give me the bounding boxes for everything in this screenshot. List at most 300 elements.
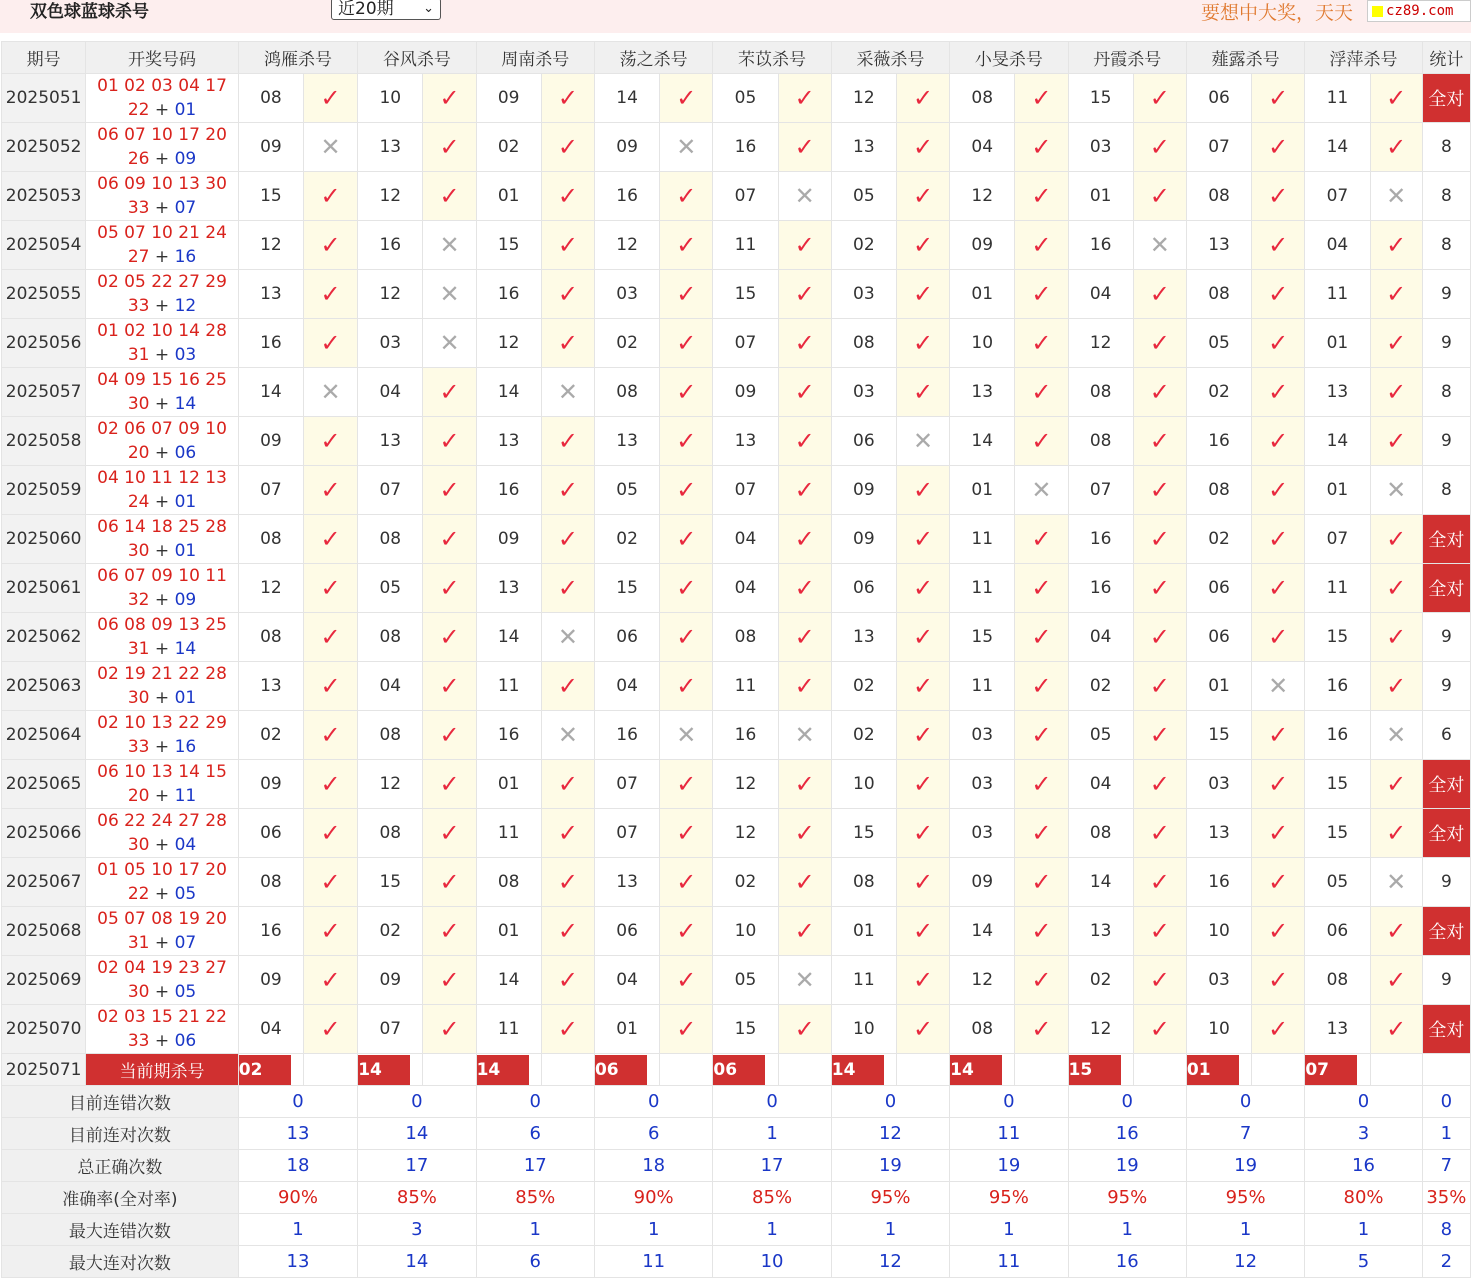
kill-number: 11 bbox=[831, 956, 896, 1005]
cross-icon: ✕ bbox=[778, 956, 831, 1005]
check-icon: ✓ bbox=[1133, 270, 1186, 319]
stat-cell: 8 bbox=[1422, 221, 1470, 270]
period-cell: 2025052 bbox=[2, 123, 86, 172]
cross-icon: ✕ bbox=[1370, 466, 1422, 515]
check-icon: ✓ bbox=[660, 466, 713, 515]
kill-number: 06 bbox=[1186, 74, 1251, 123]
kill-number: 12 bbox=[238, 221, 303, 270]
kill-number: 13 bbox=[594, 858, 659, 907]
cross-icon: ✕ bbox=[660, 123, 713, 172]
cross-icon: ✕ bbox=[304, 368, 358, 417]
check-icon: ✓ bbox=[423, 907, 476, 956]
kill-number: 13 bbox=[358, 417, 423, 466]
kill-number: 06 bbox=[831, 564, 896, 613]
check-icon: ✓ bbox=[1133, 466, 1186, 515]
kill-number: 14 bbox=[1305, 417, 1370, 466]
kill-number: 15 bbox=[713, 1005, 778, 1054]
summary-value: 13 bbox=[238, 1246, 357, 1278]
summary-row bbox=[2, 1150, 1471, 1182]
check-icon: ✓ bbox=[1252, 809, 1305, 858]
check-icon: ✓ bbox=[660, 662, 713, 711]
red-balls-line: 02 03 15 21 22 bbox=[97, 1007, 227, 1027]
check-icon: ✓ bbox=[1252, 515, 1305, 564]
summary-value: 0 bbox=[476, 1086, 594, 1118]
summary-value: 1 bbox=[1305, 1214, 1422, 1246]
check-icon: ✓ bbox=[896, 172, 949, 221]
red-ball-6: 33 bbox=[127, 198, 150, 218]
draw-numbers-cell bbox=[86, 221, 239, 270]
kill-number: 09 bbox=[238, 760, 303, 809]
check-icon: ✓ bbox=[541, 564, 594, 613]
kill-number: 16 bbox=[713, 123, 778, 172]
kill-number: 01 bbox=[1186, 662, 1251, 711]
check-icon: ✓ bbox=[1252, 956, 1305, 1005]
plus-sign: + bbox=[149, 345, 175, 365]
stat-cell: 8 bbox=[1422, 466, 1470, 515]
summary-value: 13 bbox=[238, 1118, 357, 1150]
kill-number: 02 bbox=[831, 221, 896, 270]
header-expert-3: 荡之杀号 bbox=[594, 42, 712, 74]
red-balls-line: 06 08 09 13 25 bbox=[97, 615, 227, 635]
cross-icon: ✕ bbox=[541, 711, 594, 760]
kill-number: 16 bbox=[1305, 662, 1370, 711]
check-icon: ✓ bbox=[304, 466, 358, 515]
kill-number: 02 bbox=[1068, 662, 1133, 711]
summary-value: 0 bbox=[594, 1086, 712, 1118]
check-icon: ✓ bbox=[778, 809, 831, 858]
draw-numbers-cell bbox=[86, 858, 239, 907]
current-kill-cell bbox=[1068, 1054, 1133, 1086]
table-row bbox=[2, 858, 1471, 907]
kill-number: 11 bbox=[1305, 270, 1370, 319]
check-icon: ✓ bbox=[896, 711, 949, 760]
draw-numbers-cell bbox=[86, 123, 239, 172]
period-cell: 2025070 bbox=[2, 1005, 86, 1054]
kill-number: 08 bbox=[238, 613, 303, 662]
period-cell: 2025065 bbox=[2, 760, 86, 809]
cross-icon: ✕ bbox=[304, 123, 358, 172]
check-icon: ✓ bbox=[304, 613, 358, 662]
check-icon: ✓ bbox=[304, 907, 358, 956]
summary-stat: 2 bbox=[1422, 1246, 1470, 1278]
plus-sign: + bbox=[149, 933, 175, 953]
table-row bbox=[2, 760, 1471, 809]
plus-sign: + bbox=[149, 884, 175, 904]
kill-number: 08 bbox=[1305, 956, 1370, 1005]
check-icon: ✓ bbox=[896, 956, 949, 1005]
kill-number: 14 bbox=[476, 956, 541, 1005]
kill-number: 16 bbox=[1186, 417, 1251, 466]
kill-number: 16 bbox=[476, 466, 541, 515]
check-icon: ✓ bbox=[1370, 613, 1422, 662]
kill-number: 12 bbox=[1068, 1005, 1133, 1054]
kill-number: 05 bbox=[594, 466, 659, 515]
check-icon: ✓ bbox=[660, 613, 713, 662]
check-icon: ✓ bbox=[778, 564, 831, 613]
stat-cell: 全对 bbox=[1422, 1005, 1470, 1054]
current-kill-number: 14 bbox=[477, 1055, 529, 1085]
summary-row bbox=[2, 1086, 1471, 1118]
check-icon: ✓ bbox=[423, 760, 476, 809]
check-icon: ✓ bbox=[778, 613, 831, 662]
check-icon: ✓ bbox=[1252, 74, 1305, 123]
kill-number: 13 bbox=[358, 123, 423, 172]
kill-number: 03 bbox=[950, 711, 1015, 760]
plus-sign: + bbox=[149, 982, 175, 1002]
current-kill-blank bbox=[896, 1054, 949, 1086]
blue-ball: 01 bbox=[174, 541, 197, 561]
kill-number: 12 bbox=[476, 319, 541, 368]
kill-number: 09 bbox=[831, 466, 896, 515]
header-expert-5: 采薇杀号 bbox=[831, 42, 949, 74]
kill-number: 15 bbox=[1068, 74, 1133, 123]
kill-number: 06 bbox=[594, 613, 659, 662]
check-icon: ✓ bbox=[1133, 662, 1186, 711]
stat-cell: 9 bbox=[1422, 613, 1470, 662]
stat-cell: 全对 bbox=[1422, 907, 1470, 956]
plus-sign: + bbox=[149, 492, 175, 512]
check-icon: ✓ bbox=[1015, 1005, 1068, 1054]
kill-number: 08 bbox=[594, 368, 659, 417]
check-icon: ✓ bbox=[1015, 368, 1068, 417]
summary-value: 85% bbox=[713, 1182, 831, 1214]
ball-line-2 bbox=[86, 1029, 238, 1053]
check-icon: ✓ bbox=[778, 1005, 831, 1054]
check-icon: ✓ bbox=[778, 662, 831, 711]
plus-sign: + bbox=[149, 394, 175, 414]
kill-number: 11 bbox=[476, 662, 541, 711]
check-icon: ✓ bbox=[423, 564, 476, 613]
check-icon: ✓ bbox=[541, 760, 594, 809]
blue-ball: 05 bbox=[174, 982, 197, 1002]
table-row bbox=[2, 613, 1471, 662]
kill-number: 13 bbox=[950, 368, 1015, 417]
check-icon: ✓ bbox=[1133, 123, 1186, 172]
period-select[interactable] bbox=[331, 0, 441, 20]
stat-cell: 全对 bbox=[1422, 760, 1470, 809]
header-expert-6: 小旻杀号 bbox=[950, 42, 1068, 74]
check-icon: ✓ bbox=[1133, 368, 1186, 417]
page-title: 双色球蓝球杀号 bbox=[30, 2, 149, 22]
check-icon: ✓ bbox=[896, 368, 949, 417]
check-icon: ✓ bbox=[1015, 711, 1068, 760]
summary-value: 7 bbox=[1186, 1118, 1304, 1150]
check-icon: ✓ bbox=[896, 613, 949, 662]
draw-numbers-cell bbox=[86, 809, 239, 858]
kill-number: 01 bbox=[476, 907, 541, 956]
kill-number: 01 bbox=[594, 1005, 659, 1054]
kill-number: 02 bbox=[358, 907, 423, 956]
check-icon: ✓ bbox=[1133, 956, 1186, 1005]
kill-number: 02 bbox=[1068, 956, 1133, 1005]
blue-ball: 12 bbox=[174, 296, 197, 316]
check-icon: ✓ bbox=[541, 809, 594, 858]
check-icon: ✓ bbox=[778, 515, 831, 564]
summary-value: 1 bbox=[238, 1214, 357, 1246]
check-icon: ✓ bbox=[304, 221, 358, 270]
red-balls-line: 02 04 19 23 27 bbox=[97, 958, 227, 978]
check-icon: ✓ bbox=[896, 221, 949, 270]
cross-icon: ✕ bbox=[896, 417, 949, 466]
check-icon: ✓ bbox=[778, 368, 831, 417]
check-icon: ✓ bbox=[660, 319, 713, 368]
kill-number: 12 bbox=[594, 221, 659, 270]
stat-cell: 8 bbox=[1422, 368, 1470, 417]
kill-number: 03 bbox=[950, 760, 1015, 809]
kill-number: 03 bbox=[950, 809, 1015, 858]
blue-ball: 01 bbox=[174, 492, 197, 512]
summary-stat: 0 bbox=[1422, 1086, 1470, 1118]
slogan-marquee: 要想中大奖，天天 bbox=[1201, 2, 1354, 24]
draw-numbers-cell bbox=[86, 515, 239, 564]
summary-value: 1 bbox=[476, 1214, 594, 1246]
check-icon: ✓ bbox=[423, 858, 476, 907]
check-icon: ✓ bbox=[1133, 319, 1186, 368]
table-row bbox=[2, 172, 1471, 221]
kill-number: 10 bbox=[950, 319, 1015, 368]
kill-number: 05 bbox=[713, 956, 778, 1005]
period-select-value: 近20期 bbox=[338, 0, 394, 19]
kill-number: 09 bbox=[713, 368, 778, 417]
kill-number: 04 bbox=[713, 515, 778, 564]
kill-number: 04 bbox=[1068, 760, 1133, 809]
ball-line-2 bbox=[86, 882, 238, 906]
check-icon: ✓ bbox=[1252, 613, 1305, 662]
summary-value: 14 bbox=[358, 1118, 476, 1150]
red-ball-6: 30 bbox=[127, 541, 150, 561]
check-icon: ✓ bbox=[423, 809, 476, 858]
summary-value: 3 bbox=[1305, 1118, 1422, 1150]
current-kill-cell bbox=[713, 1054, 778, 1086]
kill-number: 04 bbox=[1068, 270, 1133, 319]
current-kill-number: 02 bbox=[239, 1055, 291, 1085]
check-icon: ✓ bbox=[1370, 564, 1422, 613]
summary-value: 0 bbox=[713, 1086, 831, 1118]
summary-value: 19 bbox=[950, 1150, 1068, 1182]
kill-number: 16 bbox=[713, 711, 778, 760]
summary-label: 最大连错次数 bbox=[2, 1214, 239, 1246]
kill-number: 06 bbox=[594, 907, 659, 956]
plus-sign: + bbox=[149, 590, 175, 610]
summary-value: 17 bbox=[476, 1150, 594, 1182]
kill-number: 11 bbox=[476, 1005, 541, 1054]
kill-number: 08 bbox=[950, 74, 1015, 123]
kill-number: 08 bbox=[1068, 368, 1133, 417]
draw-numbers-cell bbox=[86, 417, 239, 466]
check-icon: ✓ bbox=[1252, 858, 1305, 907]
kill-number: 10 bbox=[1186, 1005, 1251, 1054]
red-balls-line: 06 07 10 17 20 bbox=[97, 125, 227, 145]
red-balls-line: 06 10 13 14 15 bbox=[97, 762, 227, 782]
kill-number: 05 bbox=[1068, 711, 1133, 760]
check-icon: ✓ bbox=[541, 956, 594, 1005]
kill-number: 03 bbox=[831, 368, 896, 417]
kill-number: 13 bbox=[476, 417, 541, 466]
table-row bbox=[2, 956, 1471, 1005]
stat-cell: 全对 bbox=[1422, 515, 1470, 564]
ball-line-2 bbox=[86, 637, 238, 661]
check-icon: ✓ bbox=[660, 368, 713, 417]
header-numbers: 开奖号码 bbox=[86, 42, 239, 74]
stat-cell: 9 bbox=[1422, 662, 1470, 711]
summary-value: 0 bbox=[1068, 1086, 1186, 1118]
check-icon: ✓ bbox=[541, 172, 594, 221]
check-icon: ✓ bbox=[896, 662, 949, 711]
summary-row bbox=[2, 1182, 1471, 1214]
check-icon: ✓ bbox=[896, 760, 949, 809]
kill-number: 12 bbox=[713, 760, 778, 809]
summary-value: 11 bbox=[594, 1246, 712, 1278]
summary-value: 1 bbox=[594, 1214, 712, 1246]
kill-number: 08 bbox=[1186, 270, 1251, 319]
kill-number: 06 bbox=[1186, 613, 1251, 662]
ball-line-2 bbox=[86, 588, 238, 612]
draw-numbers-cell bbox=[86, 907, 239, 956]
check-icon: ✓ bbox=[423, 74, 476, 123]
kill-number: 08 bbox=[476, 858, 541, 907]
blue-ball: 09 bbox=[174, 590, 197, 610]
plus-sign: + bbox=[149, 100, 175, 120]
check-icon: ✓ bbox=[304, 74, 358, 123]
draw-numbers-cell bbox=[86, 172, 239, 221]
summary-value: 80% bbox=[1305, 1182, 1422, 1214]
check-icon: ✓ bbox=[660, 1005, 713, 1054]
current-kill-number: 06 bbox=[595, 1055, 647, 1085]
summary-value: 19 bbox=[1186, 1150, 1304, 1182]
check-icon: ✓ bbox=[1252, 172, 1305, 221]
kill-number: 15 bbox=[358, 858, 423, 907]
check-icon: ✓ bbox=[304, 270, 358, 319]
period-cell: 2025051 bbox=[2, 74, 86, 123]
current-kill-blank bbox=[1370, 1054, 1422, 1086]
summary-stat: 7 bbox=[1422, 1150, 1470, 1182]
ball-line-2 bbox=[86, 441, 238, 465]
kill-number: 12 bbox=[1068, 319, 1133, 368]
check-icon: ✓ bbox=[423, 466, 476, 515]
period-cell: 2025058 bbox=[2, 417, 86, 466]
red-ball-6: 26 bbox=[127, 149, 150, 169]
site-logo[interactable] bbox=[1367, 0, 1471, 22]
ball-line-2 bbox=[86, 196, 238, 220]
check-icon: ✓ bbox=[1015, 809, 1068, 858]
red-ball-6: 30 bbox=[127, 394, 150, 414]
kill-number: 07 bbox=[238, 466, 303, 515]
check-icon: ✓ bbox=[1370, 809, 1422, 858]
current-kill-number: 06 bbox=[713, 1055, 765, 1085]
kill-number: 15 bbox=[594, 564, 659, 613]
cross-icon: ✕ bbox=[423, 221, 476, 270]
cross-icon: ✕ bbox=[423, 319, 476, 368]
summary-value: 16 bbox=[1068, 1246, 1186, 1278]
red-balls-line: 05 07 08 19 20 bbox=[97, 909, 227, 929]
red-ball-6: 31 bbox=[127, 345, 150, 365]
blue-ball: 01 bbox=[174, 688, 197, 708]
kill-number: 03 bbox=[1186, 760, 1251, 809]
cross-icon: ✕ bbox=[1370, 858, 1422, 907]
stat-cell: 8 bbox=[1422, 123, 1470, 172]
cross-icon: ✕ bbox=[1370, 711, 1422, 760]
check-icon: ✓ bbox=[541, 74, 594, 123]
kill-number: 11 bbox=[1305, 564, 1370, 613]
blue-ball: 14 bbox=[174, 394, 197, 414]
table-row bbox=[2, 123, 1471, 172]
ball-line-2 bbox=[86, 931, 238, 955]
current-kill-blank bbox=[1133, 1054, 1186, 1086]
current-kill-number: 15 bbox=[1069, 1055, 1121, 1085]
kill-number: 09 bbox=[476, 515, 541, 564]
kill-number: 08 bbox=[358, 515, 423, 564]
table-row bbox=[2, 466, 1471, 515]
summary-value: 16 bbox=[1068, 1118, 1186, 1150]
check-icon: ✓ bbox=[1370, 417, 1422, 466]
check-icon: ✓ bbox=[1252, 221, 1305, 270]
current-kill-blank bbox=[423, 1054, 476, 1086]
table-row bbox=[2, 515, 1471, 564]
kill-number: 13 bbox=[594, 417, 659, 466]
table-row bbox=[2, 221, 1471, 270]
check-icon: ✓ bbox=[1252, 711, 1305, 760]
current-kill-cell bbox=[831, 1054, 896, 1086]
draw-numbers-cell bbox=[86, 613, 239, 662]
kill-number: 04 bbox=[950, 123, 1015, 172]
check-icon: ✓ bbox=[1252, 123, 1305, 172]
ball-line-2 bbox=[86, 686, 238, 710]
blue-ball: 09 bbox=[174, 149, 197, 169]
summary-value: 95% bbox=[950, 1182, 1068, 1214]
kill-number: 12 bbox=[358, 270, 423, 319]
check-icon: ✓ bbox=[1133, 172, 1186, 221]
kill-number: 10 bbox=[831, 760, 896, 809]
ball-line-2 bbox=[86, 392, 238, 416]
red-ball-6: 20 bbox=[127, 443, 150, 463]
kill-number: 16 bbox=[1068, 564, 1133, 613]
kill-number: 07 bbox=[1305, 515, 1370, 564]
kill-number: 14 bbox=[1068, 858, 1133, 907]
summary-value: 6 bbox=[476, 1246, 594, 1278]
kill-number: 08 bbox=[1068, 809, 1133, 858]
kill-number: 06 bbox=[1186, 564, 1251, 613]
plus-sign: + bbox=[149, 639, 175, 659]
summary-value: 0 bbox=[358, 1086, 476, 1118]
check-icon: ✓ bbox=[660, 221, 713, 270]
kill-number: 11 bbox=[713, 662, 778, 711]
kill-number: 06 bbox=[831, 417, 896, 466]
table-row bbox=[2, 270, 1471, 319]
check-icon: ✓ bbox=[896, 564, 949, 613]
check-icon: ✓ bbox=[1370, 123, 1422, 172]
stat-cell: 8 bbox=[1422, 172, 1470, 221]
summary-value: 6 bbox=[594, 1118, 712, 1150]
check-icon: ✓ bbox=[778, 74, 831, 123]
check-icon: ✓ bbox=[1015, 956, 1068, 1005]
kill-number: 10 bbox=[358, 74, 423, 123]
check-icon: ✓ bbox=[304, 858, 358, 907]
blue-ball: 07 bbox=[174, 933, 197, 953]
blue-ball: 14 bbox=[174, 639, 197, 659]
current-kill-blank bbox=[1015, 1054, 1068, 1086]
kill-number: 13 bbox=[1068, 907, 1133, 956]
draw-numbers-cell bbox=[86, 662, 239, 711]
check-icon: ✓ bbox=[541, 1005, 594, 1054]
summary-value: 19 bbox=[1068, 1150, 1186, 1182]
kill-number: 08 bbox=[358, 711, 423, 760]
cross-icon: ✕ bbox=[778, 711, 831, 760]
check-icon: ✓ bbox=[1252, 564, 1305, 613]
period-cell: 2025061 bbox=[2, 564, 86, 613]
kill-number: 14 bbox=[950, 417, 1015, 466]
red-balls-line: 01 02 03 04 17 bbox=[97, 76, 227, 96]
summary-row bbox=[2, 1118, 1471, 1150]
